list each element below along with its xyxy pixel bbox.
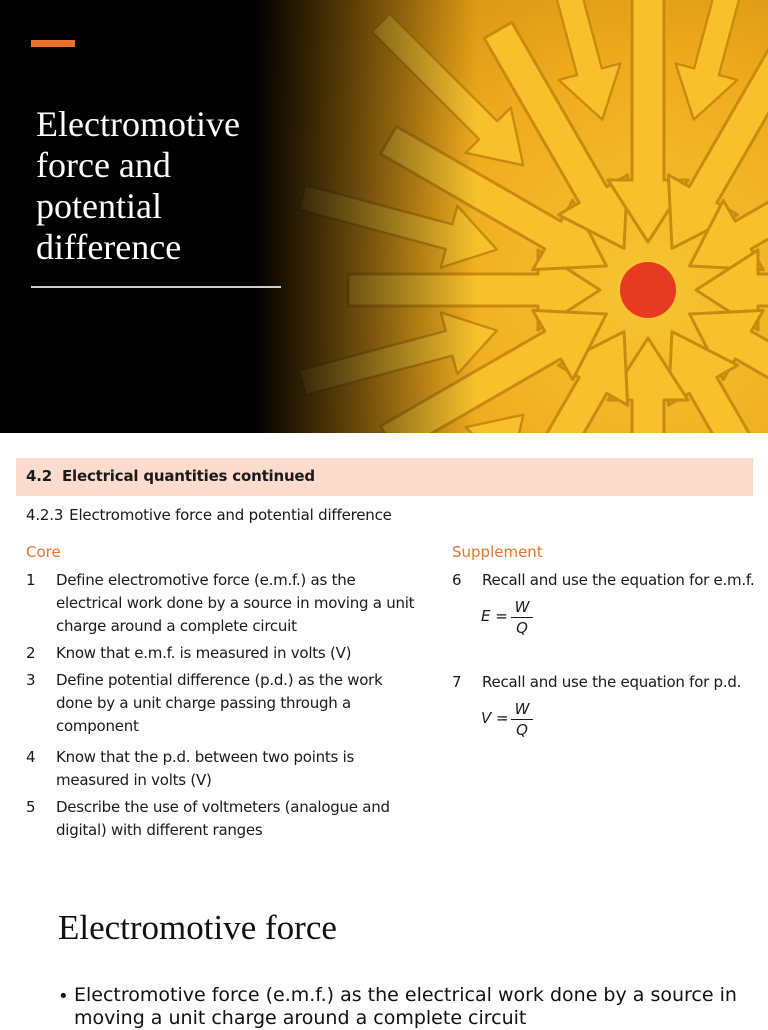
core-heading: Core xyxy=(26,543,61,561)
item-number: 7 xyxy=(452,673,462,691)
accent-bar xyxy=(31,40,75,47)
fraction-numerator: W xyxy=(514,700,530,718)
item-line: measured in volts (V) xyxy=(56,771,212,789)
section-number: 4.2 xyxy=(26,467,52,485)
title-line: difference xyxy=(36,227,182,267)
item-line: Recall and use the equation for p.d. xyxy=(482,673,742,691)
bullet-icon: • xyxy=(58,986,69,1007)
item-line: electrical work done by a source in moving a unit xyxy=(56,594,415,612)
emf-slide-title: Electromotive force xyxy=(58,908,337,947)
section-heading xyxy=(26,467,315,485)
item-line: Know that e.m.f. is measured in volts (V) xyxy=(56,644,352,662)
fraction-denominator: Q xyxy=(516,619,528,637)
item-line: Recall and use the equation for e.m.f. xyxy=(482,571,755,589)
slide-title xyxy=(36,104,276,268)
item-number: 6 xyxy=(452,571,462,589)
title-line: force and xyxy=(36,145,171,185)
item-number: 1 xyxy=(26,571,36,589)
item-number: 3 xyxy=(26,671,36,689)
subsection-number: 4.2.3 xyxy=(26,506,64,524)
fraction-denominator: Q xyxy=(516,721,528,739)
item-line: component xyxy=(56,717,139,735)
title-line: potential xyxy=(36,186,162,226)
bullet-text: Electromotive force (e.m.f.) as the electrical work done by a source in moving a unit charge around a complete circuit xyxy=(74,984,737,1029)
item-line: Describe the use of voltmeters (analogue and xyxy=(56,798,390,816)
subsection-heading xyxy=(26,506,392,524)
equation-lhs: V = xyxy=(481,709,509,727)
fraction-bar xyxy=(511,719,533,720)
equation-fraction xyxy=(511,598,533,637)
item-line: Know that the p.d. between two points is xyxy=(56,748,355,766)
section-title: Electrical quantities continued xyxy=(61,467,315,485)
title-line: Electromotive xyxy=(36,104,240,144)
item-number: 5 xyxy=(26,798,36,816)
equation-lhs: E = xyxy=(481,607,508,625)
item-line: Define potential difference (p.d.) as the work xyxy=(56,671,383,689)
item-number: 4 xyxy=(26,748,36,766)
item-line: done by a unit charge passing through a xyxy=(56,694,351,712)
fraction-bar xyxy=(511,617,533,618)
title-underline xyxy=(31,286,281,288)
subsection-title: Electromotive force and potential difference xyxy=(69,506,392,524)
item-number: 2 xyxy=(26,644,36,662)
fraction-numerator: W xyxy=(514,598,530,616)
item-line: Define electromotive force (e.m.f.) as the xyxy=(56,571,356,589)
item-line: digital) with different ranges xyxy=(56,821,263,839)
supplement-heading: Supplement xyxy=(452,543,543,561)
equation-fraction xyxy=(511,700,533,739)
title-slide xyxy=(0,0,768,433)
item-line: charge around a complete circuit xyxy=(56,617,297,635)
